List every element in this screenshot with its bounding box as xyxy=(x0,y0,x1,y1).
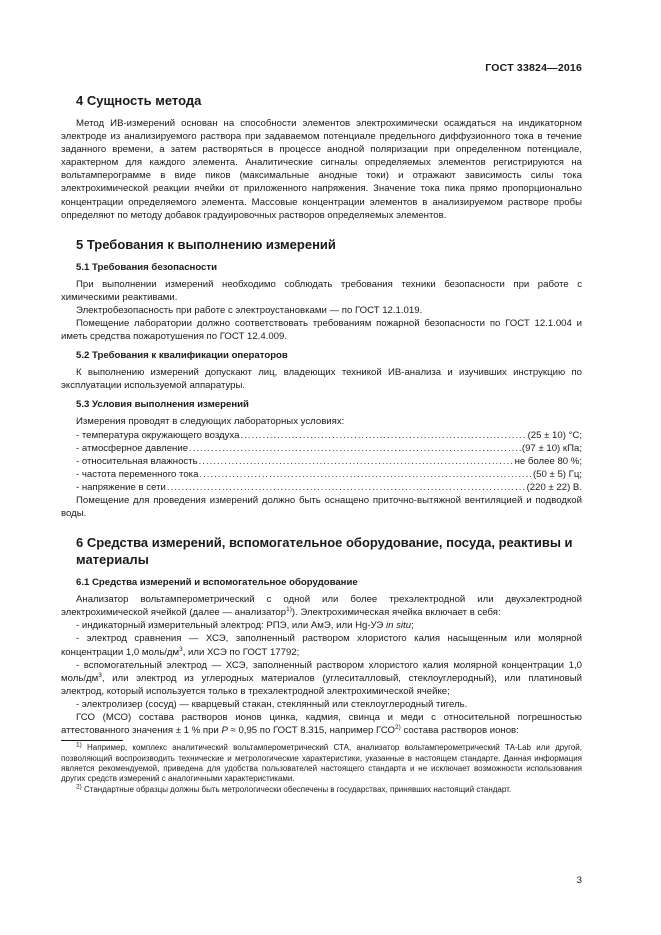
condition-row xyxy=(61,468,582,481)
condition-row xyxy=(61,442,582,455)
condition-row xyxy=(61,481,582,494)
section-6-1-title: 6.1 Средства измерений и вспомогательное оборудование xyxy=(76,577,358,589)
leader-dots xyxy=(199,468,532,481)
section-4-paragraph: Метод ИВ-измерений основан на способности элементов электрохимически осаждаться на индикаторном электроде из анализируемого раствора при задаваемом потенциале предельного диффузионного тока в течение заданного времени, а затем растворяться в процессе анодной поляризации при определенном потенциале, характерном для каждого элемента. Аналитические сигналы определяемых элементов регистрируются на вольтамперограмме в виде пиков (максимальные анодные токи) и отражают зависимость силы тока электрохимической реакции ячейки от приложенного напряжения. Значение тока пика прямо пропорционально концентрации определяемого элемента. Массовые концентрации элементов в анализируемом растворе пробы определяют по методу добавок градуировочных растворов определяемых элементов. xyxy=(61,118,582,221)
footnote-1: $^{1)}$ Например, комплекс аналитический вольтамперометрический СТА, анализатор вольтамперометрический ТА-Lab или другой, позволяющий воспроизводить технические и метрологические характеристики, указанные в настоящем стандарте. Данная информация является рекомендуемой, приведена для удобства пользователей настоящего стандарта и не исключает возможности использования других средств измерений с аналогичными характеристиками. xyxy=(61,741,582,784)
condition-label: - напряжение в сети xyxy=(76,481,166,493)
page-number: 3 xyxy=(576,875,582,886)
section-5-2-paragraph: К выполнению измерений допускают лиц, владеющих техникой ИВ-анализа и изучивших инструкцию по эксплуатации используемой аппаратуры. xyxy=(61,367,582,392)
document-id-header: ГОСТ 33824—2016 xyxy=(485,62,582,74)
condition-value: (97 ± 10) кПа; xyxy=(521,442,582,454)
condition-row xyxy=(61,429,582,442)
condition-row xyxy=(61,455,582,468)
condition-label: - температура окружающего воздуха xyxy=(76,429,240,441)
leader-dots xyxy=(167,481,526,494)
section-5-2-title: 5.2 Требования к квалификации операторов xyxy=(76,350,288,362)
section-5-1-paragraph-1: При выполнении измерений необходимо соблюдать требования техники безопасности при работе с химическими реактивами. xyxy=(61,278,582,303)
condition-value: (25 ± 10) °С; xyxy=(527,429,582,441)
condition-label: - относительная влажность xyxy=(76,455,198,467)
footnote-ref-1: 1) xyxy=(286,606,292,614)
conditions-list xyxy=(61,429,582,494)
section-5-3-intro: Измерения проводят в следующих лабораторных условиях: xyxy=(76,416,345,428)
leader-dots xyxy=(189,442,521,455)
footnote-2: $^{2)}$ Стандартные образцы должны быть метрологически обеспечены в государствах, принявших настоящий стандарт. xyxy=(76,783,512,794)
condition-label: - атмосферное давление xyxy=(76,442,189,454)
section-6-1-paragraph-2: ГСО (МСО) состава растворов ионов цинка, кадмия, свинца и меди с относительной погрешностью аттестованного значения ± 1 % при Р ≈ 0,95 по ГОСТ 8.315, например ГСО$^{2)}$ состава растворов ионов: xyxy=(61,712,582,737)
section-5-1-title: 5.1 Требования безопасности xyxy=(76,261,217,273)
condition-value: не более 80 %; xyxy=(514,455,582,467)
footnote-divider xyxy=(61,740,123,741)
condition-value: (50 ± 5) Гц; xyxy=(532,468,582,480)
section-6-1-paragraph-1: Анализатор вольтамперометрический с одной или более трехэлектродной или двухэлектродной электрохимической ячейкой (далее — анализатор$^{1)}$). Электрохимическая ячейка включает в себя: xyxy=(61,594,582,619)
section-6-title: 6 Средства измерений, вспомогательное оборудование, посуда, реактивы и материалы xyxy=(76,535,573,568)
leader-dots xyxy=(199,455,514,468)
section-5-3-paragraph-2: Помещение для проведения измерений должно быть оснащено приточно-вытяжной вентиляцией и подводкой воды. xyxy=(61,494,582,520)
cell-item-indicator-electrode: - индикаторный измерительный электрод: РПЭ, или АмЭ, или Hg-УЭ in situ; xyxy=(76,620,414,632)
page-content xyxy=(61,92,582,795)
section-5-1-paragraph-2: Электробезопасность при работе с электроустановками — по ГОСТ 12.1.019. xyxy=(76,304,423,316)
section-4-title: 4 Сущность метода xyxy=(76,93,202,108)
leader-dots xyxy=(240,429,526,442)
section-5-3-title: 5.3 Условия выполнения измерений xyxy=(76,399,249,411)
footnote-ref-2: 2) xyxy=(395,723,401,731)
cell-item-reference-electrode: - электрод сравнения — ХСЭ, заполненный раствором хлористого калия насыщенным или молярной концентрации 1,0 моль/$дм^3$, или ХСЭ по ГОСТ 17792; xyxy=(61,633,582,658)
section-5-1-paragraph-3: Помещение лаборатории должно соответствовать требованиям пожарной безопасности по ГОСТ 12.1.004 и иметь средства пожаротушения по ГОСТ 12.4.009. xyxy=(61,318,582,343)
cell-item-auxiliary-electrode: - вспомогательный электрод — ХСЭ, заполненный раствором хлористого калия молярной концентрации 1,0 моль/$дм^3$, или электрод из углеродных материалов (углеситалловый, стеклоуглеродный), или платиновый электрод, который используется только в трехэлектродной электрохимической ячейке; xyxy=(61,659,582,697)
condition-label: - частота переменного тока xyxy=(76,468,199,480)
section-5-title: 5 Требования к выполнению измерений xyxy=(76,236,336,252)
cell-item-electrolyzer: - электролизер (сосуд) — кварцевый стакан, стеклянный или стеклоуглеродный тигель. xyxy=(76,698,468,710)
condition-value: (220 ± 22) В. xyxy=(526,481,582,493)
